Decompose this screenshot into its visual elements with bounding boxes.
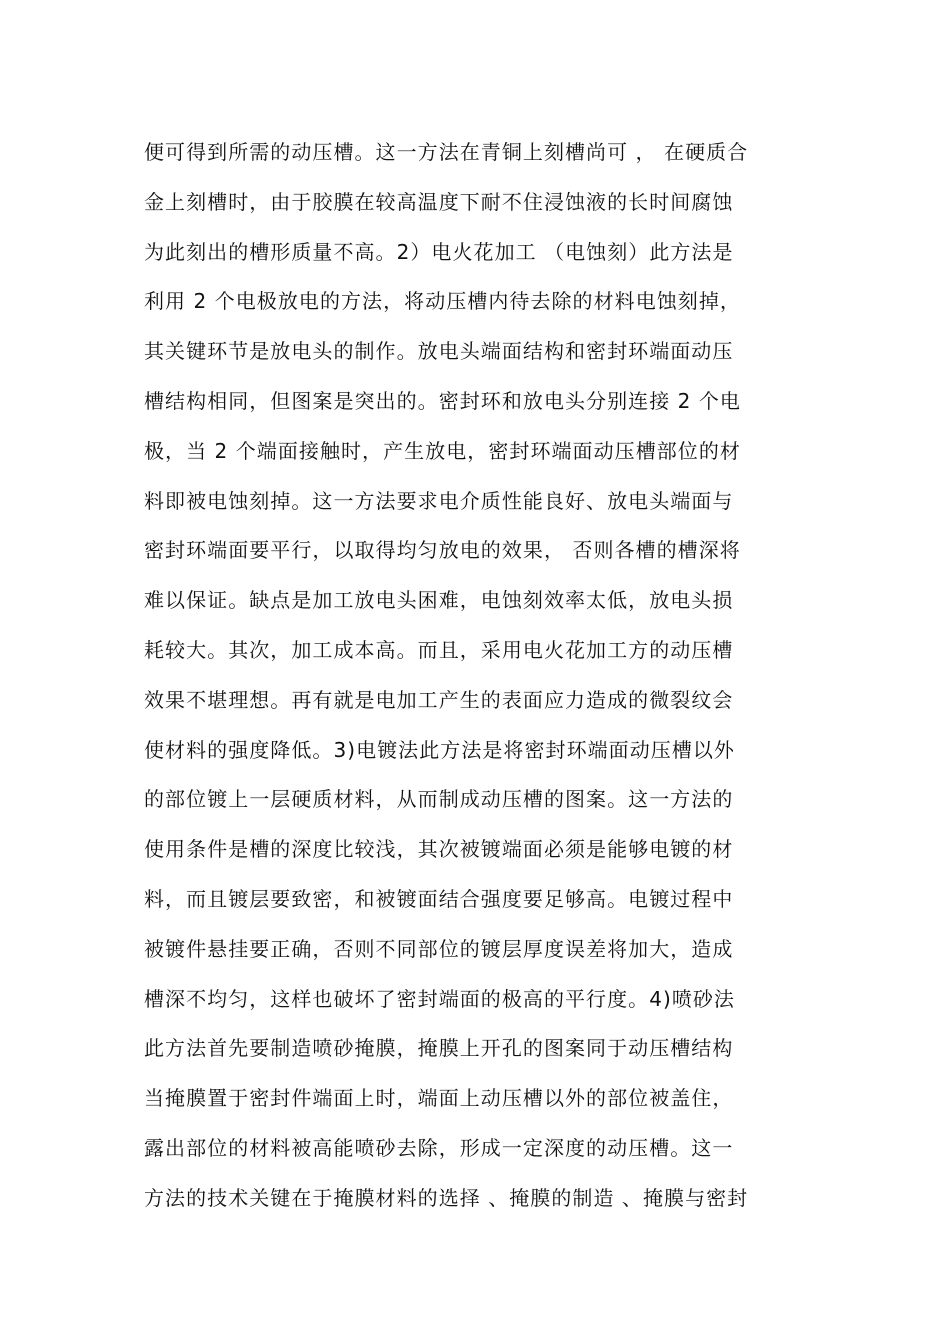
text-line: 被镀件悬挂要正确，否则不同部位的镀层厚度误差将加大，造成 xyxy=(144,936,734,961)
text-line: 当掩膜置于密封件端面上时，端面上动压槽以外的部位被盖住， xyxy=(144,1086,734,1111)
text-line: 槽结构相同，但图案是突出的。密封环和放电头分别连接 2 个电 xyxy=(144,388,741,413)
text-line: 此方法首先要制造喷砂掩膜，掩膜上开孔的图案同于动压槽结构 xyxy=(144,1036,734,1061)
body-text xyxy=(144,132,824,1228)
text-line: 使材料的强度降低。3)电镀法此方法是将密封环端面动压槽以外 xyxy=(144,737,735,762)
text-line: 料，而且镀层要致密，和被镀面结合强度要足够高。电镀过程中 xyxy=(144,886,734,911)
text-line: 耗较大。其次，加工成本高。而且，采用电火花加工方的动压槽 xyxy=(144,637,734,662)
text-line: 密封环端面要平行，以取得均匀放电的效果， 否则各槽的槽深将 xyxy=(144,538,741,563)
text-line: 便可得到所需的动压槽。这一方法在青铜上刻槽尚可 ， 在硬质合 xyxy=(144,140,749,164)
text-line: 难以保证。缺点是加工放电头困难，电蚀刻效率太低，放电头损 xyxy=(144,588,734,613)
text-line: 利用 2 个电极放电的方法，将动压槽内待去除的材料电蚀刻掉， xyxy=(144,289,741,314)
text-line: 露出部位的材料被高能喷砂去除，形成一定深度的动压槽。这一 xyxy=(144,1135,734,1160)
text-line: 使用条件是槽的深度比较浅，其次被镀端面必须是能够电镀的材 xyxy=(144,837,734,862)
text-line: 料即被电蚀刻掉。这一方法要求电介质性能良好、放电头端面与 xyxy=(144,488,734,513)
text-line: 金上刻槽时，由于胶膜在较高温度下耐不住浸蚀液的长时间腐蚀 xyxy=(144,189,734,214)
text-line: 效果不堪理想。再有就是电加工产生的表面应力造成的微裂纹会 xyxy=(144,687,734,712)
text-line: 的部位镀上一层硬质材料，从而制成动压槽的图案。这一方法的 xyxy=(144,787,734,812)
text-line: 极，当 2 个端面接触时，产生放电，密封环端面动压槽部位的材 xyxy=(144,438,741,463)
text-line: 为此刻出的槽形质量不高。2）电火花加工 （电蚀刻）此方法是 xyxy=(144,239,734,264)
text-line: 槽深不均匀，这样也破坏了密封端面的极高的平行度。4)喷砂法 xyxy=(144,986,735,1011)
text-line: 其关键环节是放电头的制作。放电头端面结构和密封环端面动压 xyxy=(144,339,734,364)
text-line: 方法的技术关键在于掩膜材料的选择 、掩膜的制造 、掩膜与密封 xyxy=(144,1185,749,1210)
